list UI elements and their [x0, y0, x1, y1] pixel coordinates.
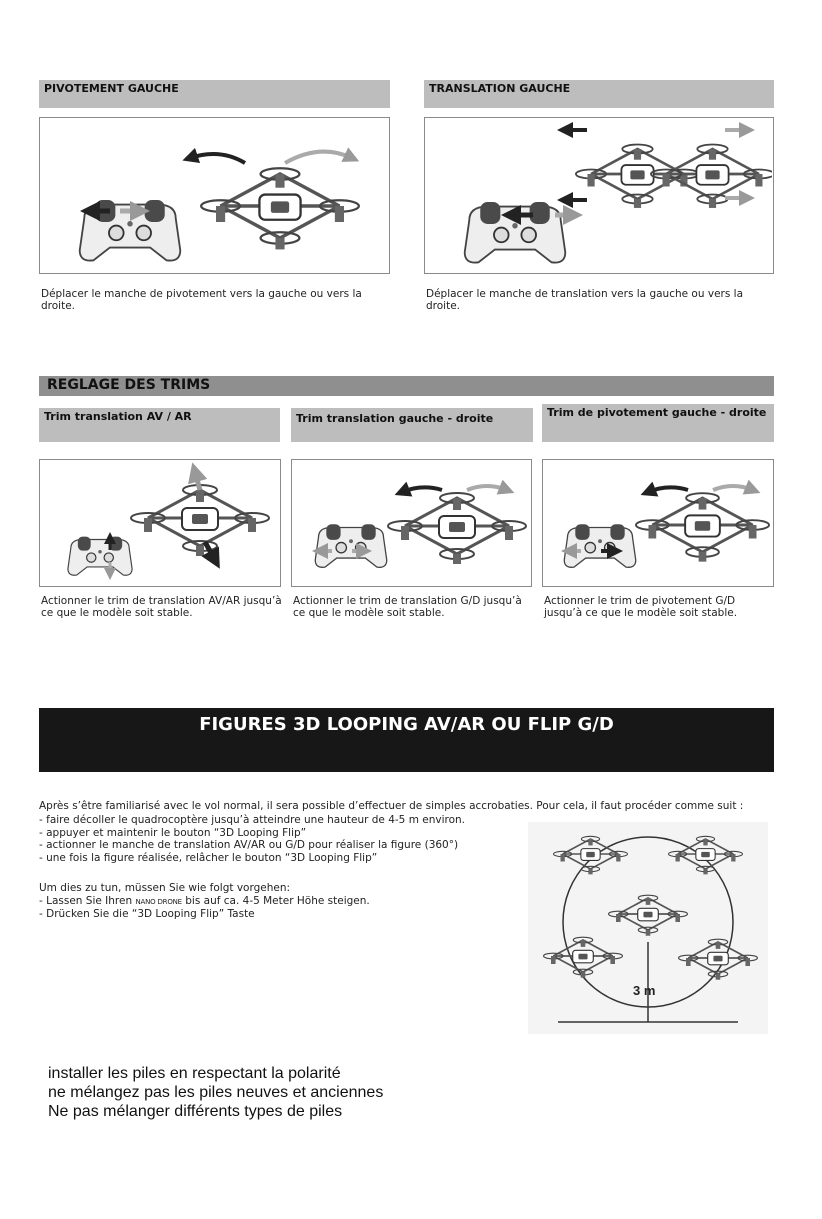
trim-panel-3-illustration — [542, 459, 774, 587]
rotate-right-icon — [285, 152, 352, 163]
trim-panel-3-caption: Actionner le trim de pivotement G/D jusqu’à ce que le modèle soit stable. — [544, 595, 738, 619]
drone-icon — [651, 145, 772, 208]
controller-icon — [68, 537, 132, 576]
battery-note: installer les piles en respectant la polarité — [48, 1065, 341, 1082]
rotate-right-icon — [467, 486, 507, 490]
drone-icon — [679, 939, 758, 980]
figures-title: FIGURES 3D LOOPING AV/AR OU FLIP G/D — [39, 708, 774, 772]
step-text: - appuyer et maintenir le bouton “3D Looping Flip” — [39, 826, 307, 839]
drone-icon — [544, 937, 623, 978]
trim-panel-1-caption: Actionner le trim de translation AV/AR jusqu’à ce que le modèle soit stable. — [41, 595, 282, 619]
drone-icon — [201, 168, 359, 249]
trim-panel-2-illustration — [291, 459, 532, 587]
arrow-up-icon — [195, 472, 200, 490]
de-intro: Um dies zu tun, müssen Sie wie folgt vorgehen: — [39, 882, 291, 894]
drone-icon — [636, 493, 769, 561]
trim-panel-1-illustration — [39, 459, 281, 587]
trims-section-title: REGLAGE DES TRIMS — [39, 376, 774, 396]
translation-caption: Déplacer le manche de translation vers la gauche ou vers la droite. — [426, 288, 743, 312]
brand-name: NANO DRONE — [135, 897, 182, 906]
translation-illustration — [424, 117, 774, 274]
rotate-left-icon — [190, 154, 245, 163]
trim-panel-1-title: Trim translation AV / AR — [39, 408, 280, 442]
drone-icon — [388, 493, 526, 564]
de-step-1: - Lassen Sie Ihren NANO DRONE bis auf ca. 4-5 Meter Höhe steigen. — [39, 894, 370, 907]
step-text: - une fois la figure réalisée, relâcher le bouton “3D Looping Flip” — [39, 851, 378, 864]
trim-panel-3-title: Trim de pivotement gauche - droite — [542, 404, 774, 442]
drone-icon — [554, 836, 628, 874]
rotate-left-icon — [648, 487, 688, 492]
de-step-2: - Drücken Sie die “3D Looping Flip” Taste — [39, 908, 255, 920]
step-text: - actionner le manche de translation AV/AR ou G/D pour réaliser la figure (360°) — [39, 839, 459, 851]
pivot-title: PIVOTEMENT GAUCHE — [39, 80, 390, 108]
drone-icon — [609, 895, 688, 936]
figures-intro: Après s’être familiarisé avec le vol normal, il sera possible d’effectuer de simples accrobaties. Pour cela, il faut procéder comme suit : — [39, 800, 744, 812]
battery-note: Ne pas mélanger différents types de piles — [48, 1103, 343, 1120]
pivot-illustration — [39, 117, 390, 274]
battery-notes — [48, 1064, 568, 1121]
trim-panel-2-caption: Actionner le trim de translation G/D jusqu’à ce que le modèle soit stable. — [293, 595, 522, 619]
trim-panel-2-title: Trim translation gauche - droite — [291, 408, 533, 442]
step-text: - faire décoller le quadrocoptère jusqu’à atteindre une hauteur de 4-5 m environ. — [39, 814, 466, 826]
controller-icon — [315, 524, 387, 567]
looping-diagram — [528, 822, 768, 1034]
pivot-caption: Déplacer le manche de pivotement vers la gauche ou vers la droite. — [41, 288, 362, 312]
drone-icon — [669, 836, 743, 874]
figures-steps-fr — [39, 814, 539, 864]
controller-icon — [465, 202, 566, 263]
drone-icon — [131, 485, 269, 556]
battery-note: ne mélangez pas les piles neuves et anciennes — [48, 1084, 384, 1101]
translation-title: TRANSLATION GAUCHE — [424, 80, 774, 108]
figures-steps-de — [39, 882, 519, 921]
height-label: 3 m — [633, 983, 656, 998]
rotate-left-icon — [402, 487, 442, 492]
controller-icon — [564, 524, 636, 567]
rotate-right-icon — [713, 486, 753, 490]
